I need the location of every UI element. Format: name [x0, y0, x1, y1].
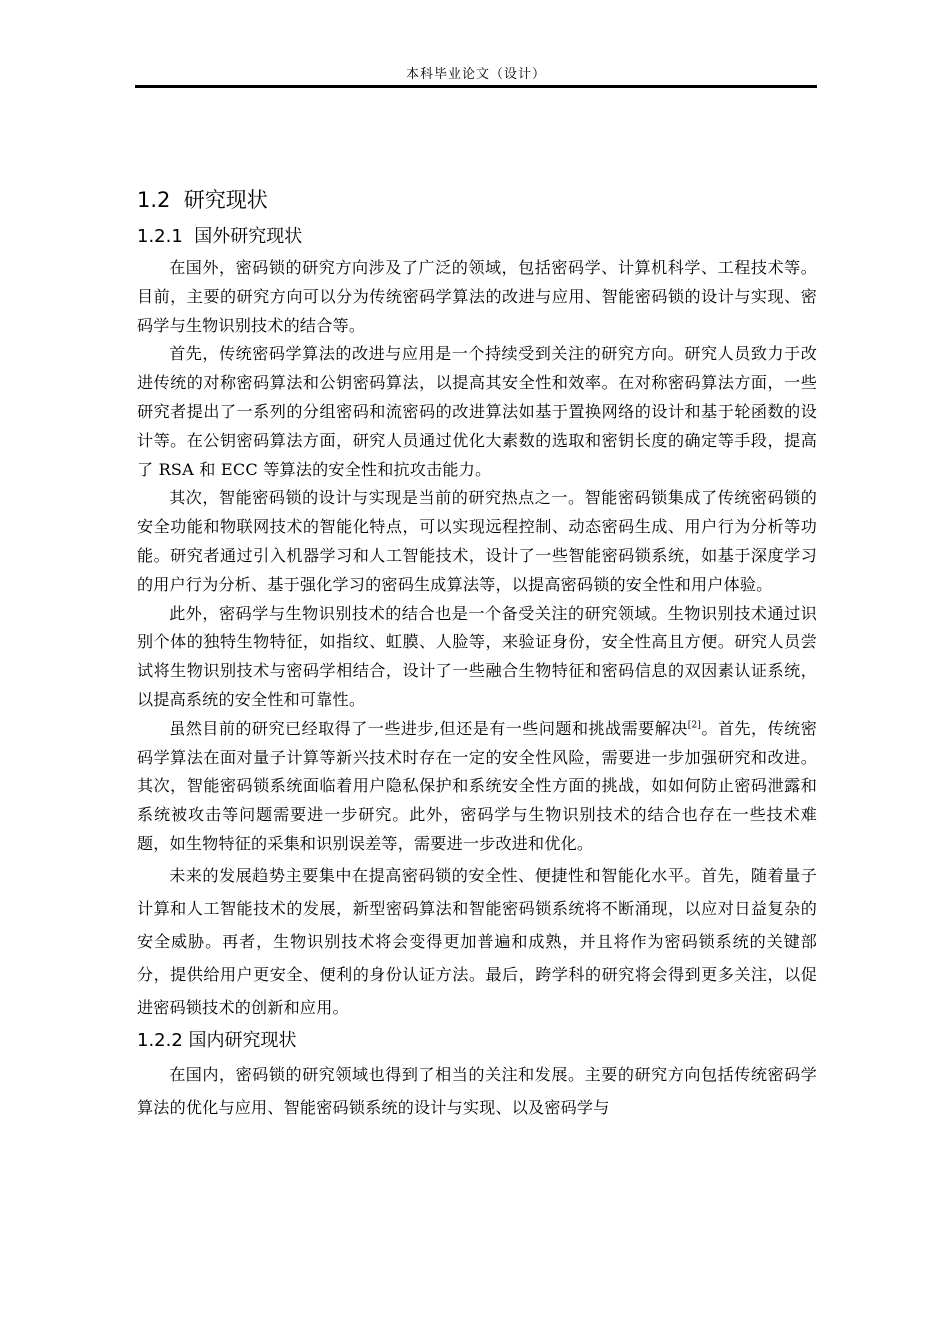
paragraph: 在国外，密码锁的研究方向涉及了广泛的领域，包括密码学、计算机科学、工程技术等。目前，主要的研究方向可以分为传统密码学算法的改进与应用、智能密码锁的设计与实现、密码学与生物识别技术的结合等。: [137, 258, 817, 335]
running-header: 本科毕业论文（设计）: [405, 67, 546, 82]
section-number: 1.2: [137, 188, 171, 212]
section-title: 研究现状: [183, 188, 268, 212]
subsection-heading-domestic: [137, 1024, 817, 1058]
subsection-title: 国内研究现状: [188, 1029, 297, 1051]
paragraph: 首先，传统密码学算法的改进与应用是一个持续受到关注的研究方向。研究人员致力于改进传统的对称密码算法和公钥密码算法，以提高其安全性和效率。在对称密码算法方面，一些研究者提出了一系列的分组密码和流密码的改进算法如基于置换网络的设计和基于轮函数的设计等。在公钥密码算法方面，研究人员通过优化大素数的选取和密钥长度的确定等手段，提高了 RSA 和 ECC 等算法的安全性和抗攻击能力。: [137, 344, 817, 479]
header-rule: [135, 85, 817, 88]
paragraph-with-citation: [137, 715, 817, 859]
paragraph-text: 。首先，传统密码学算法在面对量子计算等新兴技术时存在一定的安全性风险，需要进一步加强研究和改进。其次，智能密码锁系统面临着用户隐私保护和系统安全性方面的挑战，如如何防止密码泄露和系统被攻击等问题需要进一步研究。此外，密码学与生物识别技术的结合也存在一些技术难题，如生物特征的采集和识别误差等，需要进一步改进和优化。: [137, 718, 818, 853]
subsection-number: 1.2.1: [137, 226, 183, 247]
paragraph: 此外，密码学与生物识别技术的结合也是一个备受关注的研究领域。生物识别技术通过识别个体的独特生物特征，如指纹、虹膜、人脸等，来验证身份，安全性高且方便。研究人员尝试将生物识别技术与密码学相结合，设计了一些融合生物特征和密码信息的双因素认证系统，以提高系统的安全性和可靠性。: [137, 603, 817, 709]
section-heading: [137, 180, 817, 220]
subsection-title: 国外研究现状: [194, 226, 303, 247]
subsection-heading-foreign: [137, 220, 817, 254]
page-body: [137, 180, 817, 1124]
paragraph: 在国内，密码锁的研究领域也得到了相当的关注和发展。主要的研究方向包括传统密码学算法的优化与应用、智能密码锁系统的设计与实现、以及密码学与: [137, 1064, 817, 1117]
subsection-number: 1.2.2: [137, 1029, 183, 1051]
paragraph-text: 虽然目前的研究已经取得了一些进步,但还是有一些问题和挑战需要解决: [169, 718, 688, 738]
citation-ref: [2]: [687, 720, 702, 731]
paragraph: 未来的发展趋势主要集中在提高密码锁的安全性、便捷性和智能化水平。首先，随着量子计算和人工智能技术的发展，新型密码算法和智能密码锁系统将不断涌现，以应对日益复杂的安全威胁。再者，生物识别技术将会变得更加普遍和成熟，并且将作为密码锁系统的关键部分，提供给用户更安全、便利的身份认证方法。最后，跨学科的研究将会得到更多关注，以促进密码锁技术的创新和应用。: [137, 865, 817, 1017]
paragraph: 其次，智能密码锁的设计与实现是当前的研究热点之一。智能密码锁集成了传统密码锁的安全功能和物联网技术的智能化特点，可以实现远程控制、动态密码生成、用户行为分析等功能。研究者通过引入机器学习和人工智能技术，设计了一些智能密码锁系统，如基于深度学习的用户行为分析、基于强化学习的密码生成算法等，以提高密码锁的安全性和用户体验。: [137, 488, 817, 594]
